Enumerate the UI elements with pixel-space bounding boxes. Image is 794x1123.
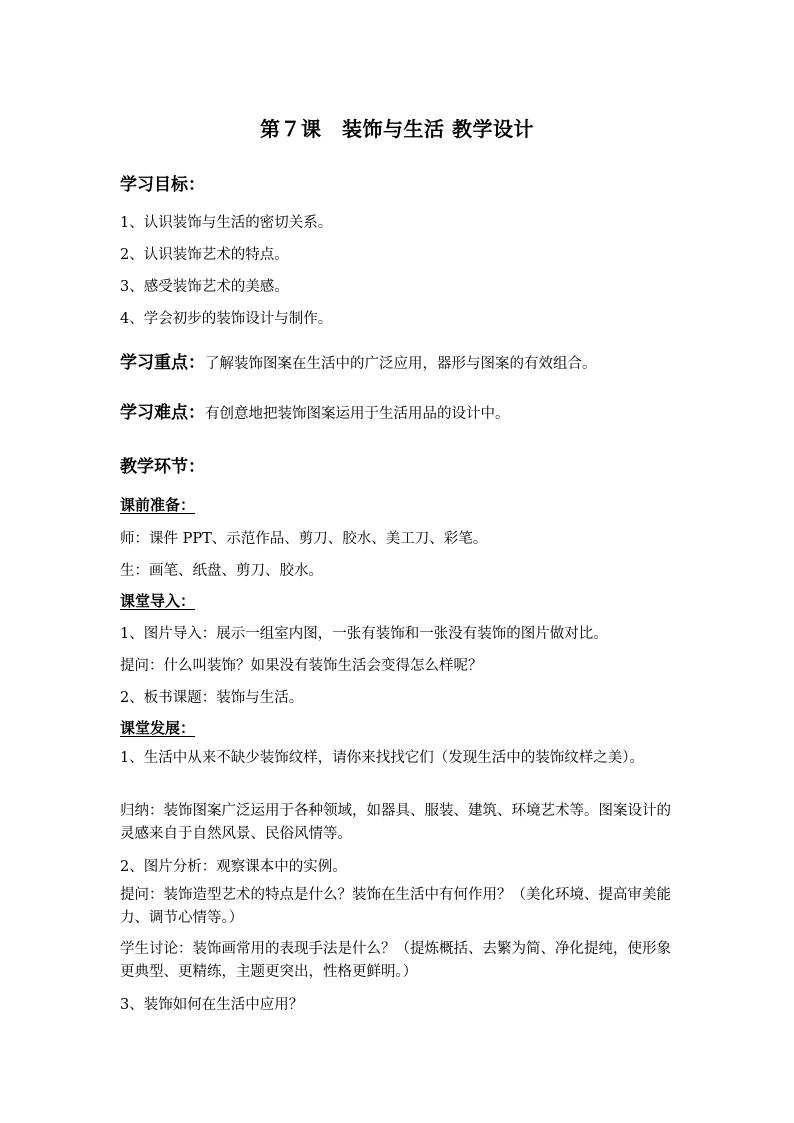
develop-heading: 课堂发展： <box>120 719 196 737</box>
objective-item-4: 4、学会初步的装饰设计与制作。 <box>120 311 333 327</box>
develop-summary: 归纳：装饰图案广泛运用于各种领域，如器具、服装、建筑、环境艺术等。图案设计的灵感来自于自然风景、民俗风情等。 <box>120 803 671 842</box>
difficulty-text: 有创意地把装饰图案运用于生活用品的设计中。 <box>205 406 510 422</box>
develop-item-3: 3、装饰如何在生活中应用？ <box>120 997 304 1013</box>
objectives-heading: 学习目标： <box>120 175 205 195</box>
objective-item-3: 3、感受装饰艺术的美感。 <box>120 279 289 295</box>
difficulty-label: 学习难点： <box>120 403 205 423</box>
key-point <box>120 348 597 373</box>
prep-student: 生：画笔、纸盘、剪刀、胶水。 <box>120 563 323 579</box>
prep-heading: 课前准备： <box>120 496 196 514</box>
intro-item-2: 2、板书课题：装饰与生活。 <box>120 690 304 706</box>
develop-discussion: 学生讨论：装饰画常用的表现手法是什么？（提炼概括、去繁为简、净化提纯，使形象更典型、更精练，主题更突出，性格更鲜明。） <box>120 941 671 980</box>
intro-item-1: 1、图片导入：展示一组室内图，一张有装饰和一张没有装饰的图片做对比。 <box>120 626 608 642</box>
objective-item-1: 1、认识装饰与生活的密切关系。 <box>120 215 333 231</box>
intro-heading: 课堂导入： <box>120 592 196 610</box>
page-title: 第７课 装饰与生活 教学设计 <box>260 117 534 141</box>
key-point-label: 学习重点： <box>120 353 205 373</box>
key-point-text: 了解装饰图案在生活中的广泛应用，器形与图案的有效组合。 <box>205 356 597 372</box>
difficulty-point <box>120 398 510 423</box>
intro-question: 提问：什么叫装饰？如果没有装饰生活会变得怎么样呢？ <box>120 658 483 674</box>
objective-item-2: 2、认识装饰艺术的特点。 <box>120 247 289 263</box>
prep-teacher: 师：课件 PPT、示范作品、剪刀、胶水、美工刀、彩笔。 <box>120 531 488 547</box>
develop-question: 提问：装饰造型艺术的特点是什么？装饰在生活中有何作用？（美化环境、提高审美能力、调节心情等。） <box>120 887 671 926</box>
develop-item-1: 1、生活中从来不缺少装饰纹样，请你来找找它们（发现生活中的装饰纹样之美）。 <box>120 750 644 766</box>
develop-item-2: 2、图片分析：观察课本中的实例。 <box>120 859 347 875</box>
steps-heading: 教学环节： <box>120 457 205 477</box>
